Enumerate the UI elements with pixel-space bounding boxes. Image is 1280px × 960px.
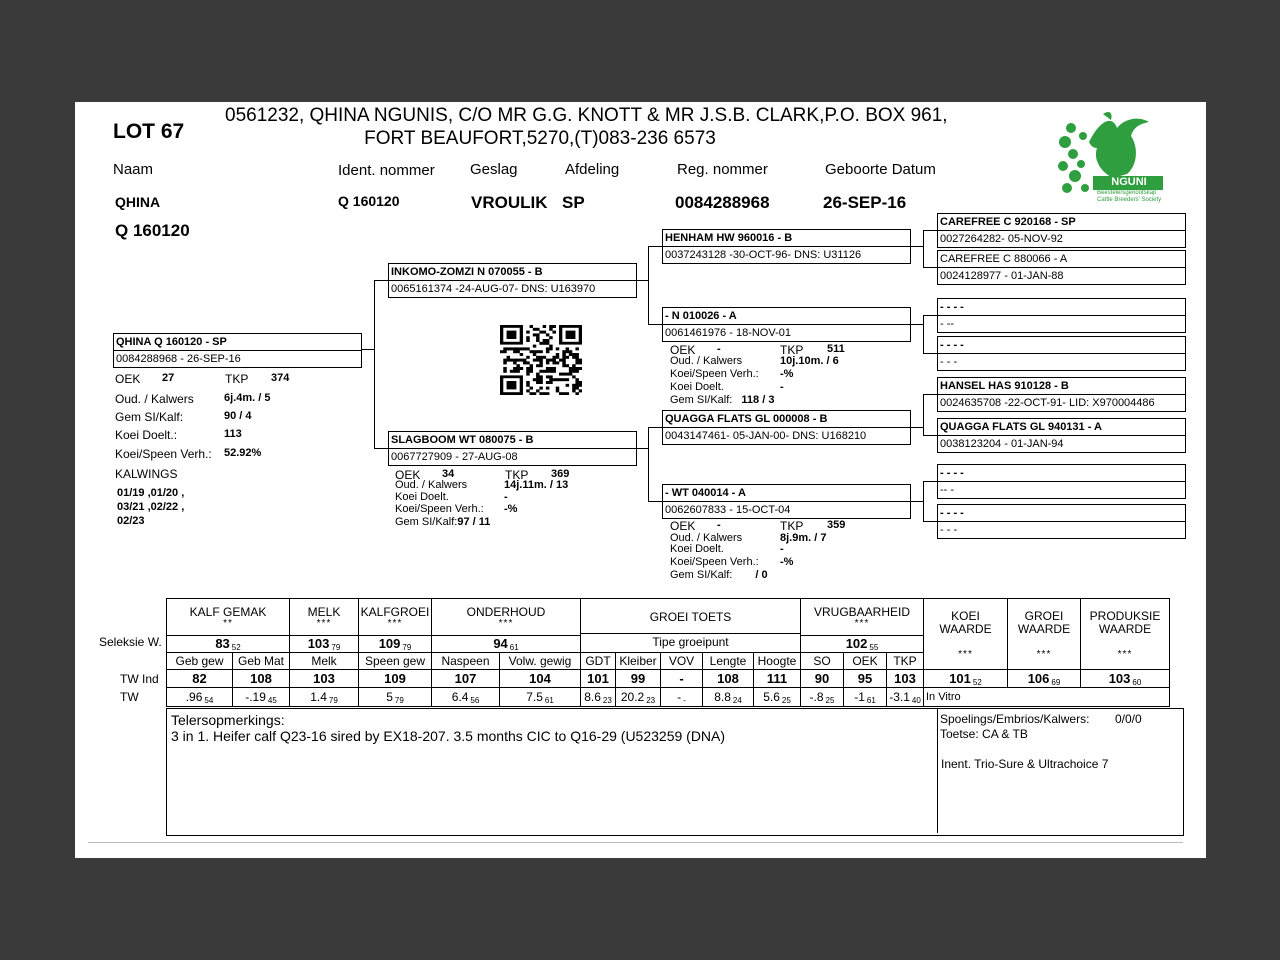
gp-name: - WT 040014 - A	[665, 487, 746, 499]
tw-cell: 20.2 $_{23}$	[616, 688, 661, 707]
animal-reg: 0084288968	[675, 193, 770, 212]
dam-oud: 14j.11m. / 13	[504, 479, 569, 491]
dam-speen: -%	[504, 503, 518, 515]
group-vrugbaarheid: VRUGBAARHEID ***	[801, 599, 924, 636]
ggp-reg: 0024128977 - 01-JAN-88	[940, 270, 1064, 282]
ggp-reg: -- -	[940, 484, 955, 496]
ggp-reg: 0038123204 - 01-JAN-94	[940, 438, 1064, 450]
gp-speen-label: Koei/Speen Verh.:	[670, 368, 759, 380]
tw-cell: 1.4 $_{79}$	[290, 688, 359, 707]
twind-cell: 101	[581, 670, 616, 688]
dam-oek: 34	[442, 468, 455, 480]
label-afdeling: Afdeling	[565, 161, 620, 178]
subject-koei: 113	[224, 428, 242, 440]
dam-gem: Gem SI/Kalf:97 / 11	[395, 516, 491, 528]
col-header: Volw. gewig	[500, 653, 581, 670]
col-header: VOV	[661, 653, 703, 670]
twind-cell: 99	[616, 670, 661, 688]
gp-gem: Gem SI/Kalf: 118 / 3	[670, 394, 775, 406]
col-header: Geb Mat	[233, 653, 290, 670]
kalwings-line: 01/19 ,01/20 ,	[117, 487, 185, 499]
subject-kalwings-label: KALWINGS	[115, 467, 178, 481]
ggp-name: - - - -	[940, 467, 964, 479]
remarks-label: Telersopmerkings:	[171, 712, 285, 728]
group-kalfgroei: KALFGROEI ***	[359, 599, 432, 636]
gp-gem: Gem SI/Kalf: / 0	[670, 569, 768, 581]
qr-code-icon	[500, 325, 582, 395]
col-header: SO	[801, 653, 844, 670]
group-groei-waarde: GROEI WAARDE ***	[1008, 599, 1081, 670]
animal-geboorte: 26-SEP-16	[823, 193, 907, 212]
group-kalf-gemak: KALF GEMAK **	[167, 599, 290, 636]
ggp-box	[937, 377, 1186, 412]
gp-box-henham	[662, 229, 911, 264]
gp-koei: -	[780, 381, 784, 393]
gp-oud: 10j.10m. / 6	[780, 355, 839, 367]
label-seleksie: Seleksie W.	[99, 635, 162, 649]
ggp-box	[937, 250, 1186, 285]
nguni-logo	[1053, 108, 1173, 204]
pedigree-certificate	[75, 102, 1206, 858]
tw-cell: -.8 $_{25}$	[801, 688, 844, 707]
label-twind: TW Ind	[120, 672, 159, 686]
ggp-name: - - - -	[940, 507, 964, 519]
owner-line-1: 0561232, QHINA NGUNIS, C/O MR G.G. KNOTT & MR J.S.B. CLARK,P.O. BOX 961,	[225, 105, 948, 126]
gp-reg: 0037243128 -30-OCT-96- DNS: U31126	[665, 249, 862, 261]
col-header: OEK	[844, 653, 887, 670]
animal-ident: Q 160120	[338, 193, 400, 209]
gp-name: HENHAM HW 960016 - B	[665, 232, 793, 244]
ggp-box	[937, 464, 1186, 499]
ggp-reg: - --	[940, 318, 955, 330]
gp-reg: 0043147461- 05-JAN-00- DNS: U168210	[665, 430, 867, 442]
dam-speen-label: Koei/Speen Verh.:	[395, 503, 484, 515]
col-header: TKP	[887, 653, 924, 670]
dam-tkp-label: TKP	[505, 468, 529, 482]
owner-line-2: FORT BEAUFORT,5270,(T)083-236 6573	[364, 128, 716, 149]
twind-cell: 103	[290, 670, 359, 688]
col-header: Lengte	[703, 653, 754, 670]
gp-oud: 8j.9m. / 7	[780, 532, 827, 544]
ggp-box	[937, 418, 1186, 453]
twind-cell: 107	[432, 670, 500, 688]
tw-cell: .96 $_{54}$	[167, 688, 233, 707]
gp-tkp: 359	[827, 519, 846, 531]
subject-speen-label: Koei/Speen Verh.:	[115, 447, 212, 461]
group-produksie-waarde: PRODUKSIE WAARDE ***	[1081, 599, 1170, 670]
gp-oek-label: OEK	[670, 519, 696, 533]
subject-name: QHINA Q 160120 - SP	[116, 336, 227, 348]
gp-oek: -	[717, 519, 721, 531]
logo-subtitle-1: Beestelersgenootskap	[1097, 190, 1157, 196]
tw-cell: 5.6 $_{25}$	[754, 688, 801, 707]
tw-cell: -3.1 $_{40}$	[887, 688, 924, 707]
subject-oek-label: OEK	[115, 372, 141, 386]
twind-cell: 82	[167, 670, 233, 688]
logo-subtitle-2: Cattle Breeders' Society	[1097, 197, 1162, 203]
ggp-reg: - - -	[940, 524, 958, 536]
subject-box	[113, 333, 362, 368]
dam-reg: 0067727909 - 27-AUG-08	[391, 451, 518, 463]
sire-reg: 0065161374 -24-AUG-07- DNS: U163970	[391, 283, 596, 295]
subject-tkp-label: TKP	[225, 372, 249, 386]
animal-afdeling: SP	[562, 193, 585, 212]
gp-reg: 0062607833 - 15-OCT-04	[665, 504, 791, 516]
breeding-values-table	[166, 598, 1170, 707]
seleksie-value: 83 $_{52}$	[167, 636, 290, 653]
label-tw: TW	[120, 690, 139, 704]
twind-cell: 111	[754, 670, 801, 688]
subject-tkp: 374	[271, 372, 290, 384]
dam-box	[388, 431, 637, 466]
col-header: GDT	[581, 653, 616, 670]
twind-cell: 104	[500, 670, 581, 688]
ggp-box	[937, 336, 1186, 371]
dam-koei: -	[504, 491, 508, 503]
col-header: Kleiber	[616, 653, 661, 670]
tw-cell: 5 $_{79}$	[359, 688, 432, 707]
gp-box-wt	[662, 484, 911, 519]
gp-name: QUAGGA FLATS GL 000008 - B	[665, 413, 828, 425]
col-header: Hoogte	[754, 653, 801, 670]
gp-box-n	[662, 307, 911, 342]
group-onderhoud: ONDERHOUD ***	[432, 599, 581, 636]
ggp-name: - - - -	[940, 339, 964, 351]
twind-cell: 103	[887, 670, 924, 688]
twind-cell: -	[661, 670, 703, 688]
gp-name: - N 010026 - A	[665, 310, 737, 322]
subject-oud: 6j.4m. / 5	[224, 392, 271, 404]
dam-oud-label: Oud. / Kalwers	[395, 479, 468, 491]
twind-cell: 109	[359, 670, 432, 688]
dam-tkp: 369	[551, 468, 570, 480]
subject-reg: 0084288968 - 26-SEP-16	[116, 353, 241, 365]
dam-name: SLAGBOOM WT 080075 - B	[391, 434, 534, 446]
gp-tkp-label: TKP	[780, 519, 804, 533]
spoelings-value: 0/0/0	[1115, 712, 1142, 726]
tw-cell: 8.6 $_{23}$	[581, 688, 616, 707]
group-koei-waarde: KOEI WAARDE ***	[924, 599, 1008, 670]
tw-cell: 8.8 $_{24}$	[703, 688, 754, 707]
gp-tkp: 511	[827, 343, 845, 355]
subject-oud-label: Oud. / Kalwers	[115, 392, 194, 406]
sire-name: INKOMO-ZOMZI N 070055 - B	[391, 266, 543, 278]
gp-oud-label: Oud. / Kalwers	[670, 532, 743, 544]
subject-gem: 90 / 4	[224, 410, 252, 422]
label-naam: Naam	[113, 161, 154, 178]
col-header: Naspeen	[432, 653, 500, 670]
gp-oek-label: OEK	[670, 343, 696, 357]
gp-speen-label: Koei/Speen Verh.:	[670, 556, 759, 568]
seleksie-value: 94 $_{61}$	[432, 636, 581, 653]
seleksie-value: 102 $_{55}$	[801, 636, 924, 653]
sire-box	[388, 263, 637, 298]
subject-speen: 52.92%	[224, 447, 262, 459]
group-melk: MELK ***	[290, 599, 359, 636]
label-geslag: Geslag	[470, 161, 518, 178]
twind-row	[167, 670, 1170, 688]
in-vitro: In Vitro	[924, 688, 1170, 707]
lot-number: LOT 67	[113, 120, 185, 143]
koei-waarde-value: 101 $_{52}$	[924, 670, 1008, 688]
owner-address	[225, 104, 948, 150]
label-geboorte: Geboorte Datum	[825, 161, 936, 178]
kalwings-line: 02/23	[117, 515, 145, 527]
logo-title: NGUNI	[1111, 176, 1147, 188]
ggp-reg: 0024635708 -22-OCT-91- LID: X970004486	[940, 397, 1155, 409]
ggp-name: CAREFREE C 920168 - SP	[940, 216, 1076, 228]
spoelings-label: Spoelings/Embrios/Kalwers:	[940, 712, 1090, 726]
tw-cell: -1 $_{61}$	[844, 688, 887, 707]
produksie-waarde-value: 103 $_{60}$	[1081, 670, 1170, 688]
col-header: Geb gew	[167, 653, 233, 670]
ggp-reg: - - -	[940, 356, 958, 368]
remarks-text: 3 in 1. Heifer calf Q23-16 sired by EX18-207. 3.5 months CIC to Q16-29 (U523259 (DNA)	[171, 728, 726, 744]
ggp-name: QUAGGA FLATS GL 940131 - A	[940, 421, 1102, 433]
remarks-panel	[166, 708, 1184, 836]
label-reg: Reg. nommer	[677, 161, 768, 178]
ggp-box	[937, 213, 1186, 248]
inent: Inent. Trio-Sure & Ultrachoice 7	[941, 757, 1109, 771]
col-header: Speen gew	[359, 653, 432, 670]
tw-cell: 6.4 $_{56}$	[432, 688, 500, 707]
ggp-name: - - - -	[940, 301, 964, 313]
animal-ident-large: Q 160120	[115, 221, 190, 240]
ggp-name: HANSEL HAS 910128 - B	[940, 380, 1069, 392]
subject-koei-label: Koei Doelt.:	[115, 428, 178, 442]
group-groei-toets: GROEI TOETS Tipe groeipunt	[581, 599, 801, 653]
ggp-name: CAREFREE C 880066 - A	[940, 253, 1068, 265]
seleksie-value: 109 $_{79}$	[359, 636, 432, 653]
toetse: Toetse: CA & TB	[940, 727, 1028, 741]
ggp-box	[937, 298, 1186, 333]
seleksie-value: 103 $_{79}$	[290, 636, 359, 653]
ggp-reg: 0027264282- 05-NOV-92	[940, 233, 1063, 245]
col-header: Melk	[290, 653, 359, 670]
animal-name: QHINA	[115, 194, 161, 210]
gp-oud-label: Oud. / Kalwers	[670, 355, 743, 367]
dam-oek-label: OEK	[395, 468, 421, 482]
gp-box-quagga	[662, 410, 911, 445]
subject-gem-label: Gem SI/Kalf:	[115, 410, 184, 424]
gp-tkp-label: TKP	[780, 343, 804, 357]
ggp-box	[937, 504, 1186, 539]
groei-waarde-value: 106 $_{69}$	[1008, 670, 1081, 688]
gp-speen: -%	[780, 556, 794, 568]
gp-koei: -	[780, 543, 784, 555]
gp-koei-label: Koei Doelt.	[670, 381, 724, 393]
subject-oek: 27	[162, 372, 175, 384]
tw-cell: -.19 $_{45}$	[233, 688, 290, 707]
gp-reg: 0061461976 - 18-NOV-01	[665, 327, 791, 339]
gp-speen: -%	[780, 368, 794, 380]
tw-cell: - $_-$	[661, 688, 703, 707]
twind-cell: 108	[233, 670, 290, 688]
twind-cell: 108	[703, 670, 754, 688]
gp-oek: -	[717, 343, 721, 355]
dam-koei-label: Koei Doelt.	[395, 491, 449, 503]
twind-cell: 90	[801, 670, 844, 688]
twind-cell: 95	[844, 670, 887, 688]
tw-row	[167, 688, 1170, 707]
footer-rule	[88, 842, 1183, 843]
animal-geslag: VROULIK	[471, 193, 548, 212]
kalwings-line: 03/21 ,02/22 ,	[117, 501, 185, 513]
tw-cell: 7.5 $_{61}$	[500, 688, 581, 707]
label-ident: Ident. nommer	[338, 162, 435, 179]
gp-koei-label: Koei Doelt.	[670, 543, 724, 555]
